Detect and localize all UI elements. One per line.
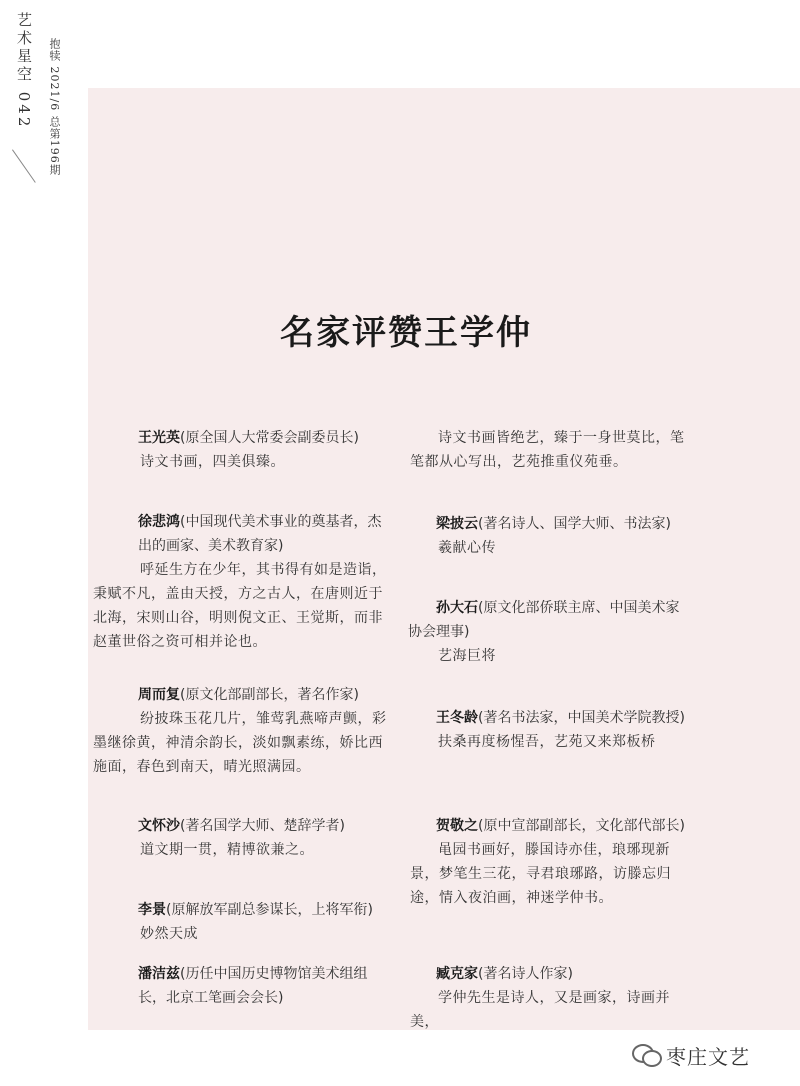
entry-role: (历任中国历史博物馆美术组组长，北京工笔画会会长) bbox=[138, 966, 368, 1006]
entry bbox=[140, 426, 395, 474]
entry-quote: 纷披珠玉花几片，雏莺乳燕啼声颤，彩墨继徐黄，神清余韵长，淡如飘素练，娇比西施面，春色到南天，晴光照满园。 bbox=[93, 711, 387, 775]
entry bbox=[410, 512, 685, 560]
journal-info: 抱犊 2021/6 总第196期 bbox=[48, 38, 61, 176]
section-title: 艺术星空 042 bbox=[15, 12, 33, 130]
entry-role: (原文化部侨联主席、中国美术家协会理事) bbox=[408, 600, 680, 640]
entry bbox=[93, 683, 395, 779]
entry-role: (著名诗人、国学大师、书法家) bbox=[478, 516, 671, 532]
entry-quote: 学仲先生是诗人，又是画家，诗画并美， bbox=[410, 990, 670, 1030]
entry-name: 王光英 bbox=[138, 430, 180, 446]
entry bbox=[410, 962, 685, 1034]
entry-quote: 诗文书画皆绝艺，臻于一身世莫比，笔笔都从心写出，艺苑推重仪苑垂。 bbox=[410, 430, 685, 470]
entry-role: (著名书法家，中国美术学院教授) bbox=[478, 710, 685, 726]
entry-name: 王冬龄 bbox=[436, 710, 478, 726]
entry-name: 李景 bbox=[138, 902, 166, 918]
entry bbox=[93, 510, 395, 654]
entry bbox=[140, 898, 395, 946]
entry bbox=[410, 706, 685, 754]
entry bbox=[410, 814, 685, 910]
entry bbox=[410, 426, 685, 474]
entry-quote: 道文期一贯，精博欲兼之。 bbox=[140, 842, 314, 858]
entry-quote: 呼延生方在少年，其书得有如是造诣，秉赋不凡，盖由天授，方之古人，在唐则近于北海，宋则山谷，明则倪文正、王觉斯，而非赵董世俗之资可相并论也。 bbox=[93, 562, 387, 650]
entry-name: 徐悲鸿 bbox=[138, 514, 180, 530]
entry-name: 潘洁兹 bbox=[138, 966, 180, 982]
entry-name: 臧克家 bbox=[436, 966, 478, 982]
entry bbox=[93, 962, 395, 1010]
watermark-text: 枣庄文艺 bbox=[666, 1044, 750, 1069]
entry-role: (原文化部副部长，著名作家) bbox=[180, 687, 359, 703]
entry-role: (原全国人大常委会副委员长) bbox=[180, 430, 359, 446]
entry-role: (原中宣部副部长，文化部代部长) bbox=[478, 818, 685, 834]
entry-name: 文怀沙 bbox=[138, 818, 180, 834]
entry-quote: 羲献心传 bbox=[438, 540, 496, 556]
wechat-icon bbox=[632, 1044, 660, 1066]
entry-quote: 妙然天成 bbox=[140, 926, 198, 942]
watermark bbox=[632, 1038, 792, 1072]
entry-quote: 艺海巨将 bbox=[438, 648, 496, 664]
entry-name: 梁披云 bbox=[436, 516, 478, 532]
entry-name: 贺敬之 bbox=[436, 818, 478, 834]
article-title: 名家评赞王学仲 bbox=[280, 313, 532, 353]
entry-name: 孙大石 bbox=[436, 600, 478, 616]
entry-name: 周而复 bbox=[138, 687, 180, 703]
entry bbox=[410, 596, 685, 668]
entry-quote: 黾园书画好，滕国诗亦佳，琅琊现新景，梦笔生三花，寻君琅琊路，访滕忘归途，情入夜泊画，神迷学仲书。 bbox=[410, 842, 671, 906]
entry-role: (著名诗人作家) bbox=[478, 966, 573, 982]
entry-quote: 扶桑再度杨惺吾，艺苑又来郑板桥 bbox=[438, 734, 656, 750]
entry bbox=[140, 814, 395, 862]
entry-role: (原解放军副总参谋长，上将军衔) bbox=[166, 902, 373, 918]
entry-role: (中国现代美术事业的奠基者，杰出的画家、美术教育家) bbox=[138, 514, 382, 554]
entry-quote: 诗文书画，四美俱臻。 bbox=[140, 454, 285, 470]
entry-role: (著名国学大师、楚辞学者) bbox=[180, 818, 345, 834]
